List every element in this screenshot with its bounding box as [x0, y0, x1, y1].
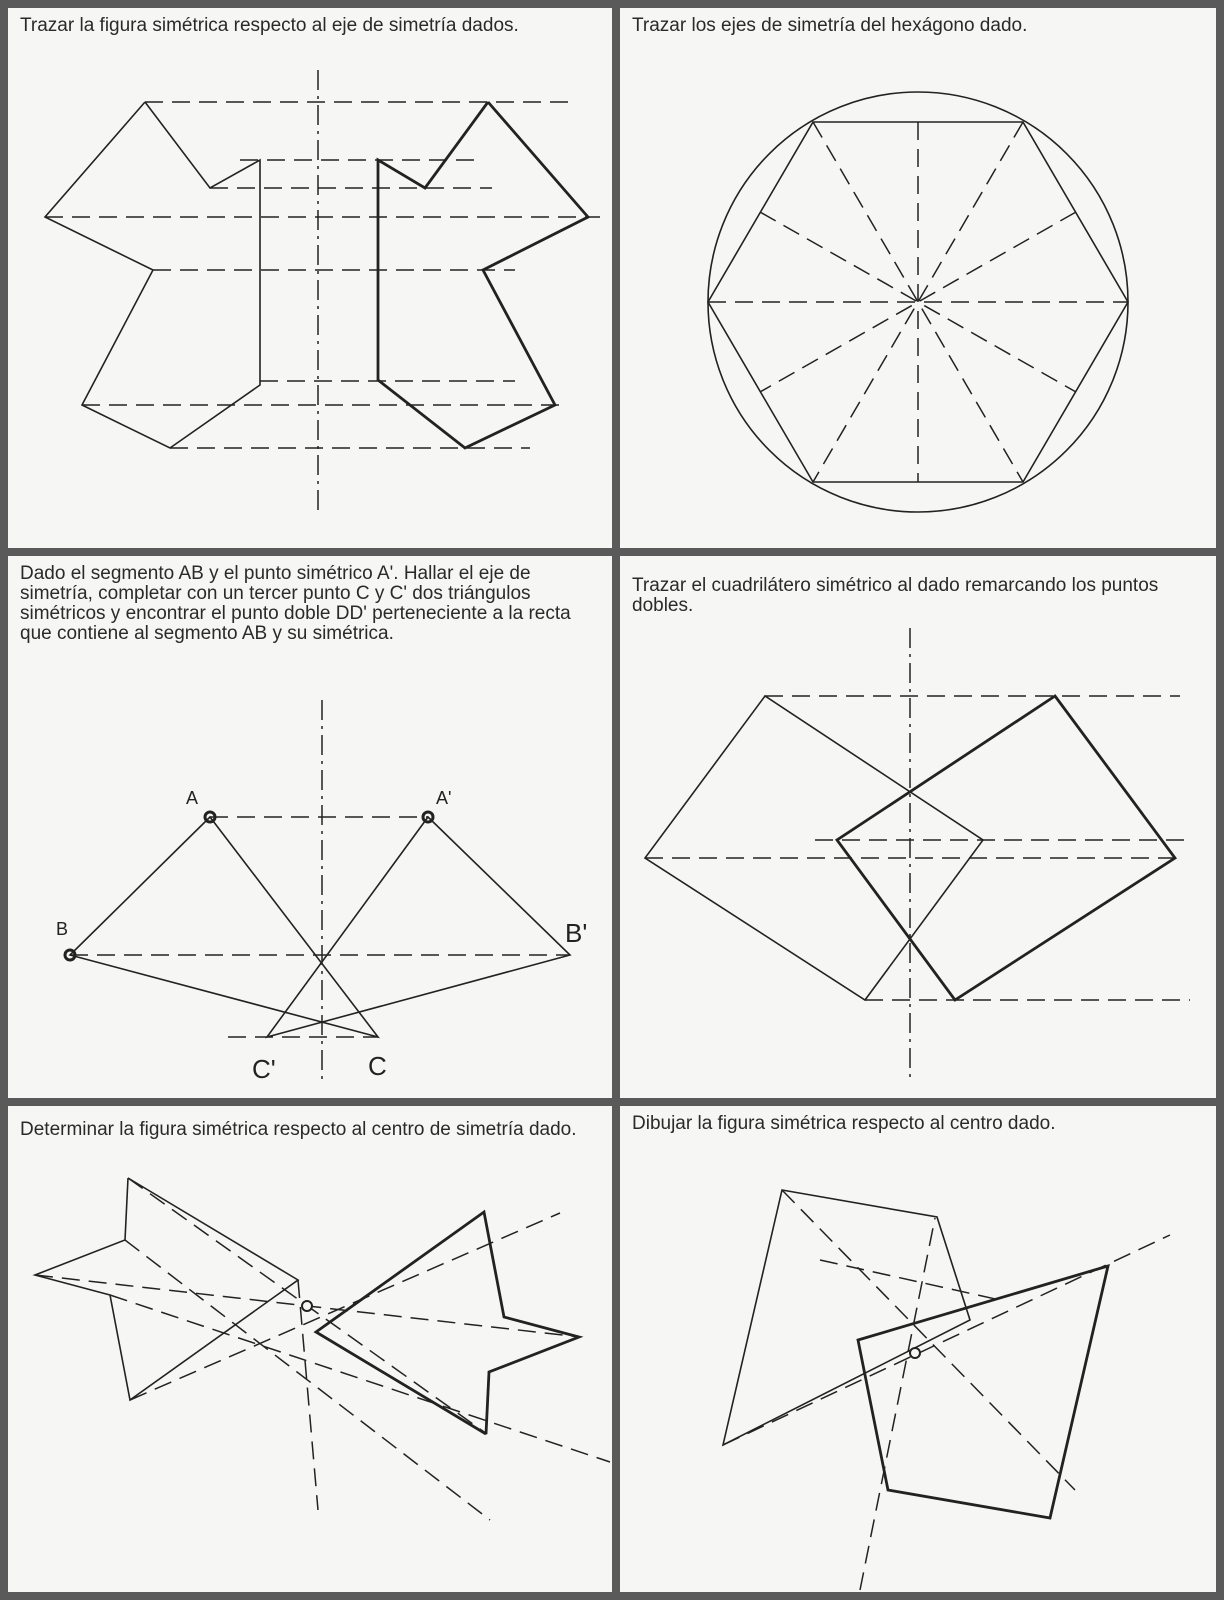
panel3-drawing	[56, 700, 587, 1085]
triangle-abc-prime	[267, 817, 570, 1037]
label-b: B	[56, 919, 69, 939]
panel1-drawing	[45, 70, 600, 512]
label-c-prime: C'	[252, 1054, 276, 1084]
instruction-text: Trazar el cuadrilátero simétrico al dado remarcando los puntos dobles.	[632, 575, 1159, 616]
construction-lines	[35, 1178, 610, 1520]
instruction-text: Trazar la figura simétrica respecto al eje de simetría dados.	[20, 15, 519, 36]
label-b-prime: B'	[565, 918, 588, 948]
instruction-text: Dado el segmento AB y el punto simétrico A'. Hallar el eje de simetría, completar con un tercer punto C y C' dos triángulos simétricos y encontrar el punto doble DD' perteneciente a la recta que contiene al segmento AB y su simétrica.	[20, 563, 571, 644]
label-c: C	[368, 1051, 387, 1081]
projection-lines	[45, 102, 600, 448]
original-figure	[45, 102, 260, 448]
panel4-drawing	[645, 628, 1190, 1082]
symmetric-figure	[316, 1212, 579, 1434]
original-quadrilateral	[645, 696, 983, 1000]
symmetric-figure	[378, 102, 588, 448]
label-a-prime: A'	[436, 788, 452, 808]
instruction-text: Dibujar la figura simétrica respecto al centro dado.	[632, 1113, 1056, 1134]
panel2-drawing	[708, 92, 1128, 512]
panel5-drawing	[35, 1178, 610, 1520]
triangle-abc	[70, 817, 378, 1037]
hexagon-symmetry-axes	[708, 122, 1128, 482]
center-of-symmetry	[302, 1301, 312, 1311]
center-of-symmetry	[910, 1348, 920, 1358]
instruction-text: Trazar los ejes de simetría del hexágono dado.	[632, 15, 1028, 36]
panel6-drawing	[723, 1190, 1170, 1590]
construction-lines	[723, 1190, 1170, 1590]
original-figure	[35, 1178, 298, 1400]
label-a: A	[186, 788, 199, 808]
symmetric-quadrilateral	[858, 1266, 1108, 1518]
instruction-text: Determinar la figura simétrica respecto al centro de simetría dado.	[20, 1119, 577, 1140]
symmetric-quadrilateral	[837, 696, 1175, 1000]
